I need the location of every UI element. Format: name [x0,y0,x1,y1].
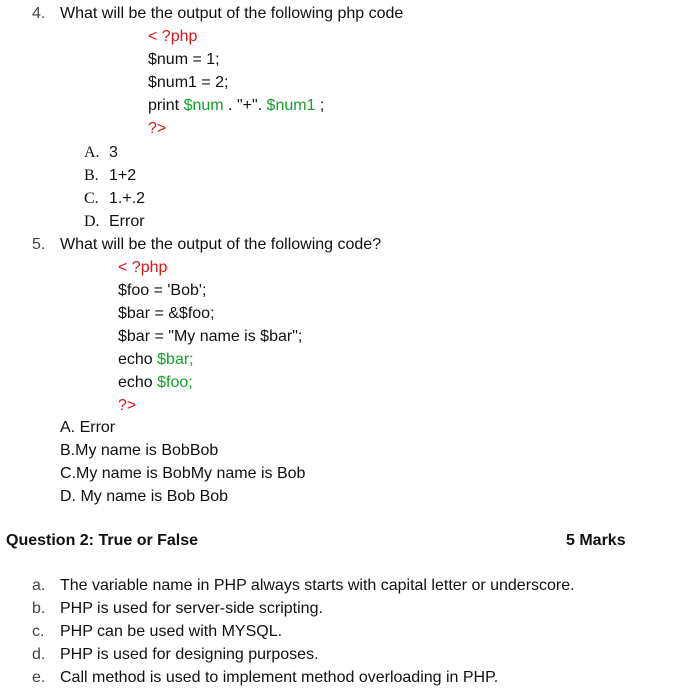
tf-text: The variable name in PHP always starts with capital letter or underscore. [60,577,575,594]
print-var-num1: $num1 [266,97,316,114]
print-keyword: print [148,97,184,114]
tf-item-b [32,599,323,619]
tf-text: PHP is used for server-side scripting. [60,600,323,617]
tf-letter: c. [32,623,45,640]
option-letter: C. [84,190,99,207]
q4-option-a [84,143,118,163]
option-text: Error [109,213,145,230]
tf-text: Call method is used to implement method overloading in PHP. [60,669,499,686]
q5-option-b: B.My name is BobBob [60,442,219,459]
option-letter: D. [84,213,100,230]
tf-item-d [32,645,319,665]
q5-code-open: < ?php [118,259,168,276]
section-title: Question 2: True or False [6,532,199,549]
option-text: 3 [109,144,118,161]
tf-letter: b. [32,600,46,617]
q4-code-line2: $num1 = 2; [148,74,229,91]
q5-code-line2: $bar = &$foo; [118,305,215,322]
q4-option-c [84,189,145,209]
q4-code-close: ?> [148,120,167,137]
q5-option-a: A. Error [60,419,116,436]
echo-var-foo: $foo; [157,374,193,391]
q5-code-line1: $foo = 'Bob'; [118,282,207,299]
print-concat: . "+". [223,97,267,114]
tf-letter: e. [32,669,46,686]
q4-code-print [148,96,324,116]
q5-option-c: C.My name is BobMy name is Bob [60,465,306,482]
option-letter: A. [84,144,100,161]
q4-question: What will be the output of the following php code [60,5,404,22]
q4-number: 4. [32,5,46,22]
tf-item-c [32,622,282,642]
tf-item-a [32,576,575,596]
tf-letter: a. [32,577,46,594]
option-text: 1+2 [109,167,137,184]
print-var-num: $num [183,97,224,114]
q5-question: What will be the output of the following code? [60,236,382,253]
q5-option-d: D. My name is Bob Bob [60,488,229,505]
q5-code-echo2 [118,373,193,393]
q5-number: 5. [32,236,46,253]
option-text: 1.+.2 [109,190,146,207]
tf-text: PHP can be used with MYSQL. [60,623,283,640]
echo-var-bar: $bar; [157,351,194,368]
tf-text: PHP is used for designing purposes. [60,646,319,663]
print-end: ; [315,97,325,114]
tf-letter: d. [32,646,46,663]
q5-code-close: ?> [118,397,137,414]
echo-keyword: echo [118,351,158,368]
q4-code-open: < ?php [148,28,198,45]
q4-code-line1: $num = 1; [148,51,220,68]
echo-keyword: echo [118,374,158,391]
q5-code-line3: $bar = "My name is $bar"; [118,328,303,345]
q5-code-echo1 [118,350,194,370]
q4-option-d [84,212,145,232]
tf-item-e [32,668,498,688]
option-letter: B. [84,167,99,184]
section-marks: 5 Marks [566,532,626,549]
q4-option-b [84,166,136,186]
